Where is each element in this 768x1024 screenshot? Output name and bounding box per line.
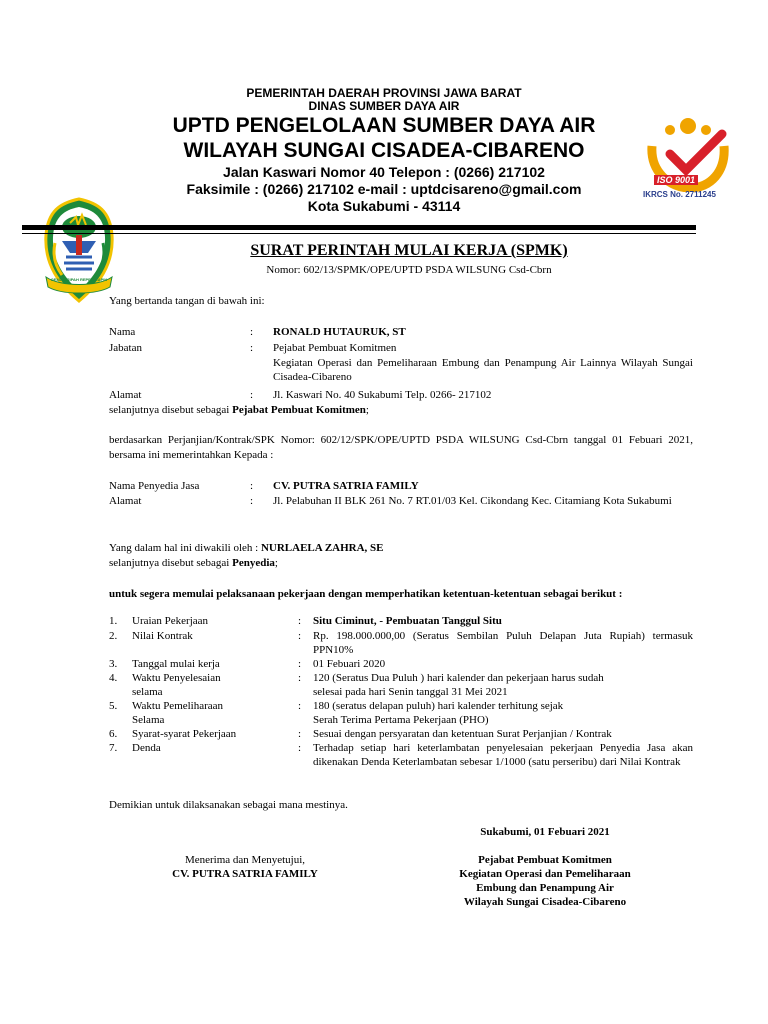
item-no: 3. [109, 658, 118, 670]
uptd-title-1: UPTD PENGELOLAAN SUMBER DAYA AIR [172, 114, 596, 137]
label-nama: Nama [109, 326, 136, 338]
instruction-text: untuk segera memulai pelaksanaan pekerjaan dengan memperhatikan ketentuan-ketentuan sebagai berikut : [109, 588, 623, 600]
item-no: 5. [109, 700, 118, 712]
closing-text: Demikian untuk dilaksanakan sebagai mana mestinya. [109, 799, 348, 811]
item-value: Situ Ciminut, - Pembuatan Tanggul Situ [313, 615, 502, 627]
item-no: 7. [109, 742, 118, 754]
colon: : [298, 658, 302, 670]
item-label-cont: selama [132, 686, 163, 698]
item-label: Waktu Pemeliharaan [132, 700, 224, 712]
item-label-cont: Selama [132, 714, 165, 726]
intro-text: Yang bertanda tangan di bawah ini: [109, 295, 265, 307]
referred-prefix: selanjutnya disebut sebagai [109, 404, 233, 416]
iso-label: ISO 9001 [654, 175, 698, 185]
colon: : [250, 389, 254, 401]
item-value-cont: Serah Terima Pertama Pekerjaan (PHO) [313, 714, 489, 726]
referred-role: Pejabat Pembuat Komitmen [232, 404, 366, 416]
signer-address: Jl. Kaswari No. 40 Sukabumi Telp. 0266- 217102 [273, 389, 492, 401]
label-alamat: Alamat [109, 389, 142, 401]
signer-position: Pejabat Pembuat Komitmen [273, 342, 397, 354]
signer-name: RONALD HUTAURUK, ST [273, 326, 406, 338]
iso-9001-logo [640, 112, 736, 212]
item-no: 2. [109, 630, 118, 642]
item-label: Nilai Kontrak [132, 630, 193, 642]
letterhead-rule-thin [22, 233, 696, 234]
place-date: Sukabumi, 01 Febuari 2021 [480, 826, 610, 838]
contract-basis: berdasarkan Perjanjian/Kontrak/SPK Nomor: 602/12/SPK/OPE/UPTD PSDA WILSUNG Csd-Cbrn tanggal 01 Febuari 2021, bersama ini memerintahkan Kepada : [109, 434, 693, 461]
fax-email-line: Faksimile : (0266) 217102 e-mail : uptdcisareno@gmail.com [186, 181, 582, 197]
referred2-suffix: ; [274, 557, 278, 569]
referred2-prefix: selanjutnya disebut sebagai [109, 557, 233, 569]
agency-line: DINAS SUMBER DAYA AIR [308, 99, 460, 113]
iso-cert-number: IKRCS No. 2711245 [643, 190, 716, 199]
right-sign-line-1: Pejabat Pembuat Komitmen [478, 854, 612, 866]
item-no: 4. [109, 672, 118, 684]
document-number: Nomor: 602/13/SPMK/OPE/UPTD PSDA WILSUNG Csd-Cbrn [266, 264, 552, 276]
city-line: Kota Sukabumi - 43114 [307, 198, 461, 214]
gov-line: PEMERINTAH DAERAH PROVINSI JAWA BARAT [246, 86, 522, 100]
right-sign-line-3: Embung dan Penampung Air [476, 882, 614, 894]
colon: : [298, 630, 302, 642]
left-sign-company: CV. PUTRA SATRIA FAMILY [172, 868, 318, 880]
item-no: 1. [109, 615, 118, 627]
provider-address: Jl. Pelabuhan II BLK 261 No. 7 RT.01/03 Kel. Cikondang Kec. Citamiang Kota Sukabumi [273, 495, 672, 507]
colon: : [298, 672, 302, 684]
address-line: Jalan Kaswari Nomor 40 Telepon : (0266) 217102 [223, 164, 545, 180]
item-value: Terhadap setiap hari keterlambatan penyelesaian pekerjaan Penyedia Jasa akan dikenakan Denda Keterlambatan sebesar 1/1000 (satu perseribu) dari Nilai Kontrak [313, 742, 693, 768]
right-sign-line-2: Kegiatan Operasi dan Pemeliharaan [459, 868, 631, 880]
colon: : [298, 742, 302, 754]
referred-as-ppk [109, 403, 369, 417]
colon: : [250, 326, 254, 338]
item-label: Tanggal mulai kerja [132, 658, 220, 670]
colon: : [250, 495, 254, 507]
item-value: Rp. 198.000.000,00 (Seratus Sembilan Puluh Delapan Juta Rupiah) termasuk PPN10% [313, 630, 693, 656]
item-value: 01 Febuari 2020 [313, 658, 386, 670]
item-value: 180 (seratus delapan puluh) hari kalender terhitung sejak [313, 700, 564, 712]
colon: : [250, 342, 254, 354]
item-label: Uraian Pekerjaan [132, 615, 209, 627]
label-provider-address: Alamat [109, 495, 142, 507]
colon: : [250, 480, 254, 492]
item-value-cont: selesai pada hari Senin tanggal 31 Mei 2021 [313, 686, 508, 698]
referred2-role: Penyedia [232, 557, 275, 569]
uptd-title-2: WILAYAH SUNGAI CISADEA-CIBARENO [183, 139, 585, 162]
referred-suffix: ; [365, 404, 369, 416]
representative-name: NURLAELA ZAHRA, SE [260, 542, 384, 554]
document-title: SURAT PERINTAH MULAI KERJA (SPMK) [250, 242, 568, 259]
referred-as-provider [109, 556, 278, 570]
letterhead-rule-thick [22, 225, 696, 230]
colon: : [298, 728, 302, 740]
emblem-banner-text: GEMAH RIPAH REPEH RAPIH [50, 277, 108, 282]
item-no: 6. [109, 728, 118, 740]
represented-line [109, 541, 384, 555]
item-value: Sesuai dengan persyaratan dan ketentuan Surat Perjanjian / Kontrak [313, 728, 612, 740]
left-sign-line-1: Menerima dan Menyetujui, [184, 854, 306, 866]
represented-prefix: Yang dalam hal ini diwakili oleh : [109, 542, 261, 554]
provider-name: CV. PUTRA SATRIA FAMILY [273, 480, 419, 492]
item-value: 120 (Seratus Dua Puluh ) hari kalender dan pekerjaan harus sudah [313, 672, 604, 684]
colon: : [298, 700, 302, 712]
colon: : [298, 615, 302, 627]
item-label: Syarat-syarat Pekerjaan [132, 728, 237, 740]
item-label: Denda [132, 742, 161, 754]
label-jabatan: Jabatan [109, 342, 142, 354]
signer-activity: Kegiatan Operasi dan Pemeliharaan Embung dan Penampung Air Lainnya Wilayah Sungai Cisadea-Cibareno [273, 357, 693, 383]
label-provider-name: Nama Penyedia Jasa [109, 480, 200, 492]
item-label: Waktu Penyelesaian [132, 672, 221, 684]
right-sign-line-4: Wilayah Sungai Cisadea-Cibareno [463, 896, 627, 908]
